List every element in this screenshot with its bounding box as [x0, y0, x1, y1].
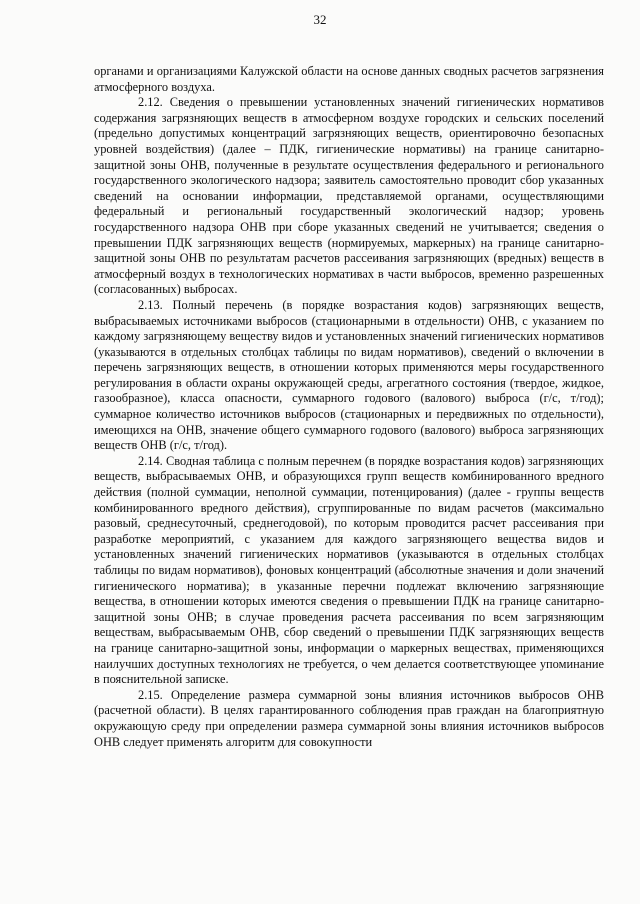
document-body [94, 64, 604, 750]
page-number: 32 [313, 12, 327, 27]
paragraph-2-13: 2.13. Полный перечень (в порядке возрастания кодов) загрязняющих веществ, выбрасываемых источниками выбросов (стационарными в отдельности) ОНВ, с указанием по каждому загрязняющему веществу видов и установленных значений гигиенических нормативов (указываются в отдельных столбцах таблицы по видам нормативов), сведений о включении в перечень загрязняющих веществ, в отношении которых применяются меры государственного регулирования в области охраны окружающей среды, агрегатного состояния (твердое, жидкое, газообразное), класса опасности, суммарного годового (валового) выброса (г/с, т/год); суммарное количество источников выбросов (стационарных и передвижных по отдельности), имеющихся на ОНВ, значение общего суммарного годового (валового) выброса загрязняющих веществ ОНВ (г/с, т/год). [94, 297, 604, 453]
paragraph-2-12: 2.12. Сведения о превышении установленных значений гигиенических нормативов содержания загрязняющих веществ в атмосферном воздухе городских и сельских поселений (предельно допустимых концентраций загрязняющих веществ, ориентировочно безопасных уровней воздействия) (далее – ПДК, гигиенические нормативы) на границе санитарно-защитной зоны ОНВ, полученные в результате осуществления федерального и регионального государственного экологического надзора; заявитель самостоятельно проводит сбор указанных сведений на основании информации, представляемой органами, осуществляющими федеральный и региональный государственный экологический надзор; уровень государственного надзора ОНВ при сборе указанных сведений не учитывается; сведения о превышении ПДК загрязняющих веществ (нормируемых, маркерных) на границе санитарно-защитной зоны ОНВ по результатам расчетов рассеивания загрязняющих (вредных) веществ в атмосферный воздух в технологических нормативах в части выбросов, временно разрешенных (согласованных) выбросах. [94, 95, 604, 297]
paragraph-continuation: органами и организациями Калужской области на основе данных сводных расчетов загрязнения атмосферного воздуха. [94, 64, 604, 94]
paragraph-2-14: 2.14. Сводная таблица с полным перечнем (в порядке возрастания кодов) загрязняющих веществ, выбрасываемых ОНВ, и образующихся групп веществ комбинированного вредного действия (полной суммации, неполной суммации, потенцирования) (далее - группы веществ комбинированного вредного действия), сгруппированные по видам расчетов (максимально разовый, среднесуточный, среднегодовой), по которым проводится расчет рассеивания при разработке мероприятий, с указанием для каждого загрязняющего вещества видов и установленных значений гигиенических нормативов (указываются в отдельных столбцах таблицы по видам нормативов), фоновых концентраций (абсолютные значения и доли значений гигиенического норматива); в указанные перечни подлежат включению загрязняющие вещества, в отношении которых имеются сведения о превышении ПДК на границе санитарно-защитной зоны ОНВ; в случае проведения расчета рассеивания по всем загрязняющим веществам, выбрасываемым ОНВ, сбор сведений о превышении ПДК загрязняющих веществ на границе санитарно-защитной зоны, информации о маркерных веществах, применяющихся наилучших доступных технологиях не требуется, о чем делается соответствующее упоминание в пояснительной записке. [94, 453, 604, 687]
paragraph-2-15: 2.15. Определение размера суммарной зоны влияния источников выбросов ОНВ (расчетной области). В целях гарантированного соблюдения прав граждан на благоприятную окружающую среду при определении размера суммарной зоны влияния источников выбросов ОНВ следует применять алгоритм для совокупности [94, 687, 604, 749]
